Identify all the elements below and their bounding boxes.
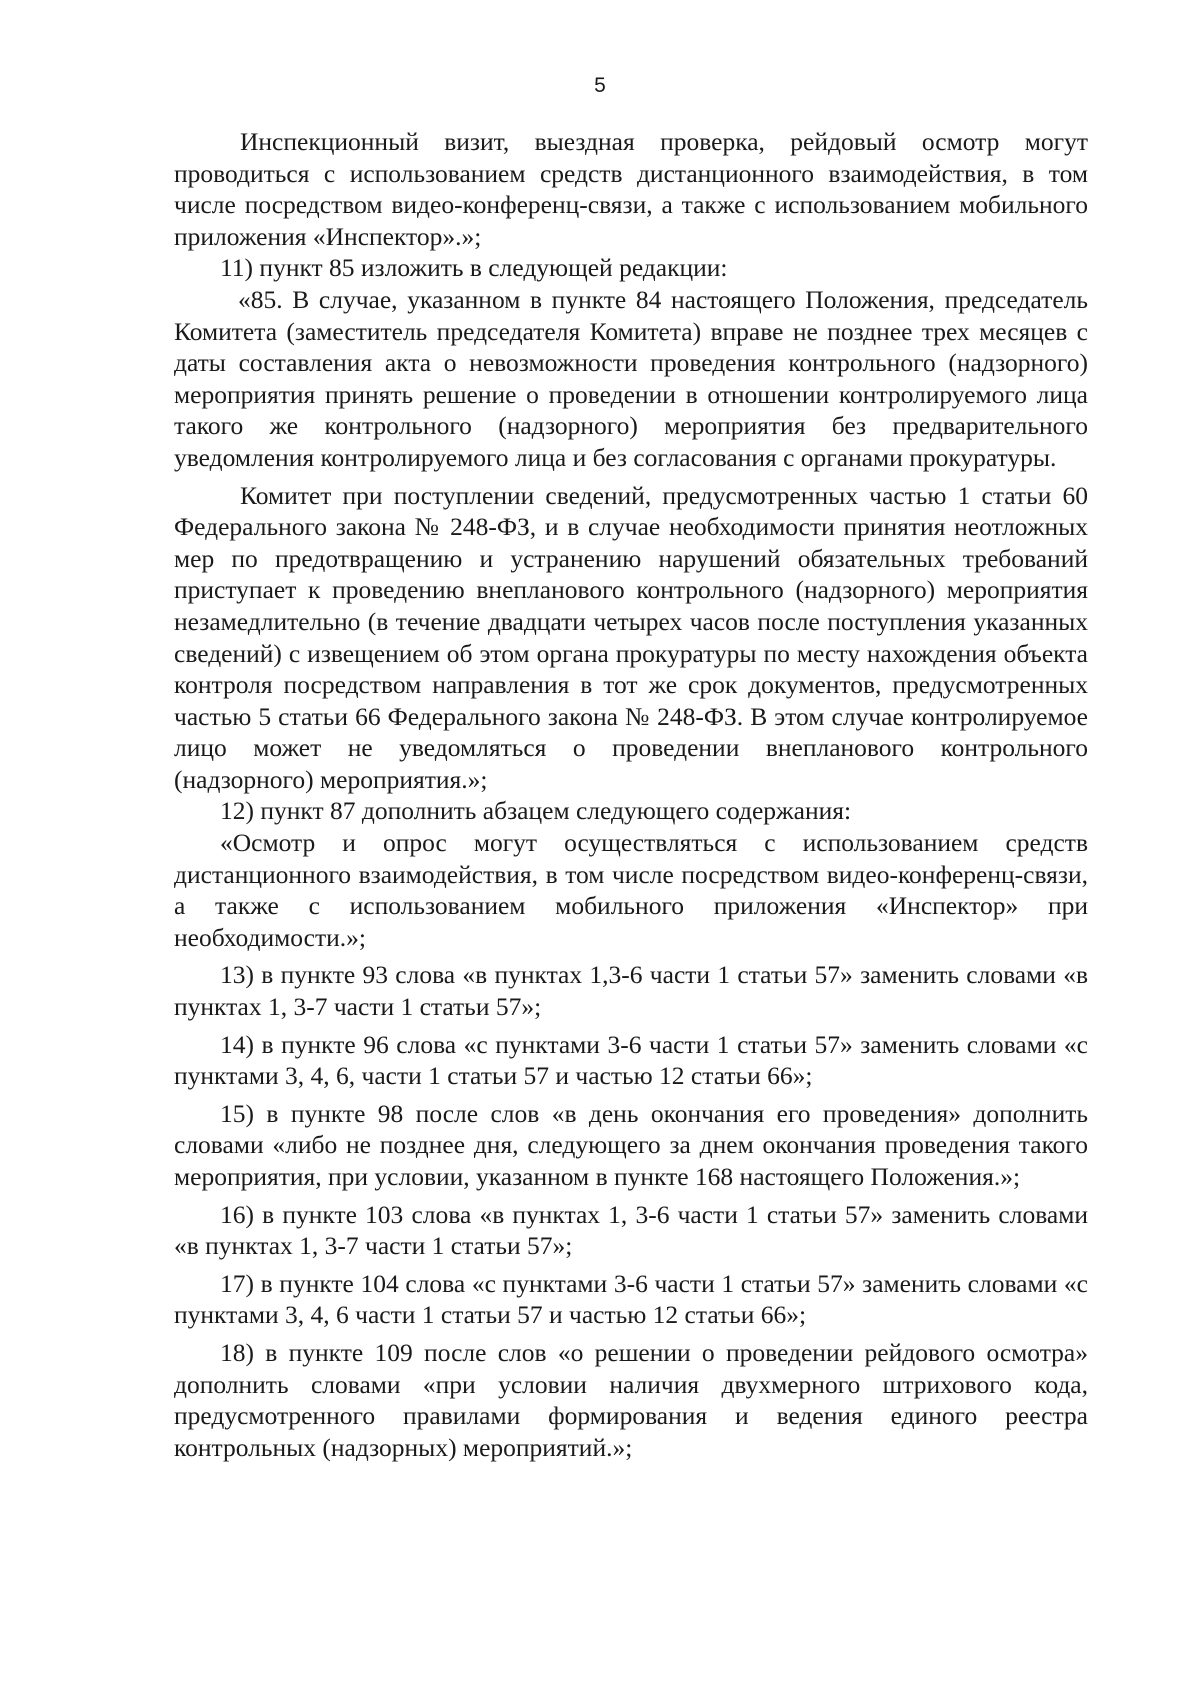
paragraph-item-16: 16) в пункте 103 слова «в пунктах 1, 3-6 части 1 статьи 57» заменить словами «в пунктах 1, 3-7 части 1 статьи 57»;: [174, 1199, 1088, 1261]
paragraph-item-11: 11) пункт 85 изложить в следующей редакции:: [220, 253, 728, 283]
page-number: 5: [594, 74, 606, 97]
document-body: [174, 126, 1088, 1463]
paragraph-item-13: 13) в пункте 93 слова «в пунктах 1,3-6 части 1 статьи 57» заменить словами «в пунктах 1, 3-7 части 1 статьи 57»;: [174, 960, 1088, 1022]
paragraph-item-17: 17) в пункте 104 слова «с пунктами 3-6 части 1 статьи 57» заменить словами «с пунктами 3, 4, 6 части 1 статьи 57 и частью 12 статьи 66»;: [174, 1268, 1088, 1330]
paragraph-item-12: 12) пункт 87 дополнить абзацем следующего содержания:: [220, 796, 852, 826]
paragraph-point-85: «85. В случае, указанном в пункте 84 настоящего Положения, председатель Комитета (заместитель председателя Комитета) вправе не позднее трех месяцев с даты составления акта о невозможности проведения контрольного (надзорного) мероприятия принять решение о проведении в отношении контролируемого лица такого же контрольного (надзорного) мероприятия без предварительного уведомления контролируемого лица и без согласования с органами прокуратуры.: [174, 284, 1088, 472]
paragraph-inspection-visit: Инспекционный визит, выездная проверка, рейдовый осмотр могут проводиться с использованием средств дистанционного взаимодействия, в том числе посредством видео-конференц-связи, а также с использованием мобильного приложения «Инспектор».»;: [174, 127, 1088, 251]
paragraph-item-15: 15) в пункте 98 после слов «в день окончания его проведения» дополнить словами «либо не позднее дня, следующего за днем окончания проведения такого мероприятия, при условии, указанном в пункте 168 настоящего Положения.»;: [174, 1098, 1088, 1191]
paragraph-item-14: 14) в пункте 96 слова «с пунктами 3-6 части 1 статьи 57» заменить словами «с пунктами 3, 4, 6, части 1 статьи 57 и частью 12 статьи 66»;: [174, 1029, 1088, 1091]
paragraph-item-18: 18) в пункте 109 после слов «о решении о проведении рейдового осмотра» дополнить словами «при условии наличия двухмерного штрихового кода, предусмотренного правилами формирования и ведения единого реестра контрольных (надзорных) мероприятий.»;: [174, 1337, 1088, 1462]
paragraph-inspection-survey: «Осмотр и опрос могут осуществляться с использованием средств дистанционного взаимодействия, в том числе посредством видео-конференц-связи, а также с использованием мобильного приложения «Инспектор» при необходимости.»;: [174, 828, 1088, 952]
paragraph-committee-actions: Комитет при поступлении сведений, предусмотренных частью 1 статьи 60 Федерального закона № 248-ФЗ, и в случае необходимости принятия неотложных мер по предотвращению и устранению нарушений обязательных требований приступает к проведению внепланового контрольного (надзорного) мероприятия незамедлительно (в течение двадцати четырех часов после поступления указанных сведений) с извещением об этом органа прокуратуры по месту нахождения объекта контроля посредством направления в тот же срок документов, предусмотренных частью 5 статьи 66 Федерального закона № 248-ФЗ. В этом случае контролируемое лицо может не уведомляться о проведении внепланового контрольного (надзорного) мероприятия.»;: [174, 480, 1088, 794]
